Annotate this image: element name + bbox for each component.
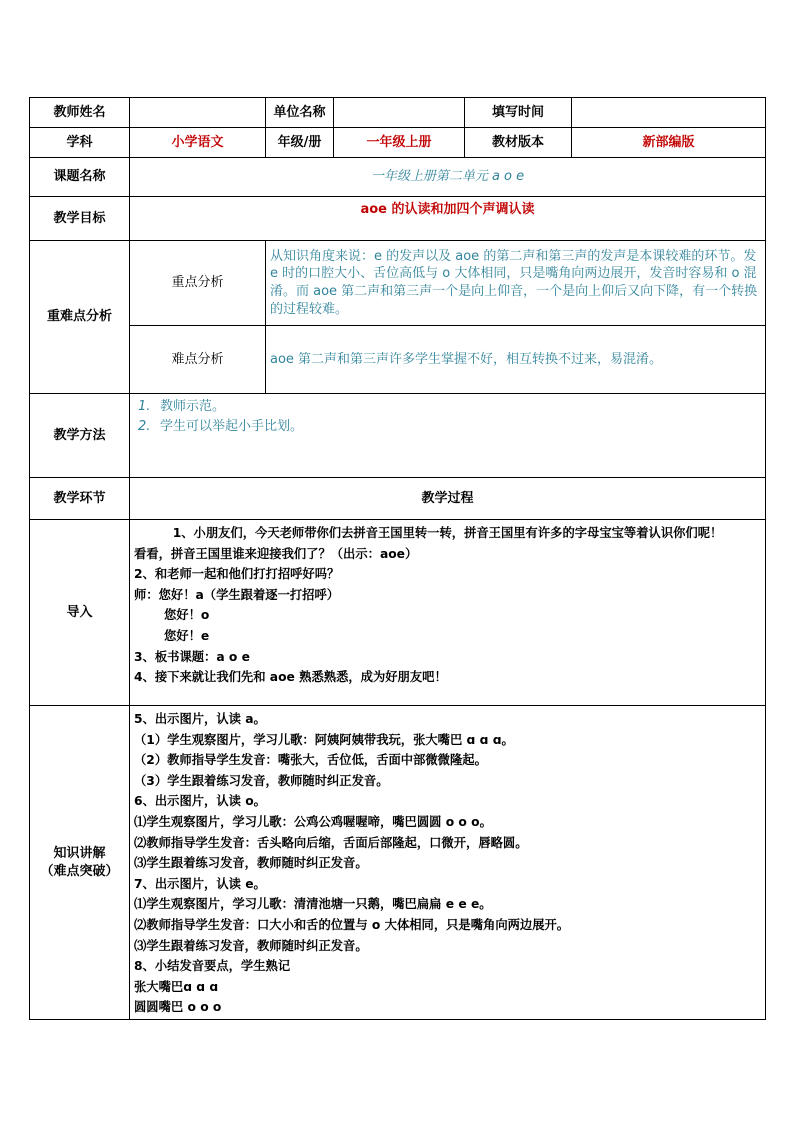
difficult-analysis-label: 难点分析 bbox=[130, 326, 266, 394]
knowledge-line: 5、出示图片，认读 a。 bbox=[134, 712, 266, 726]
knowledge-line: 8、小结发音要点，学生熟记 bbox=[134, 959, 291, 974]
teacher-name-label: 教师姓名 bbox=[30, 98, 130, 128]
knowledge-line: （2）教师指导学生发音：嘴张大，舌位低，舌面中部微微隆起。 bbox=[134, 753, 487, 768]
row-process-header bbox=[30, 478, 766, 520]
intro-line: 3、板书课题：a o e bbox=[134, 649, 250, 664]
grade-value: 一年级上册 bbox=[334, 128, 465, 158]
row-topic bbox=[30, 158, 766, 197]
row-header-1 bbox=[30, 98, 766, 128]
row-method bbox=[30, 394, 766, 478]
intro-line: 1、小朋友们，今天老师带你们去拼音王国里转一转，拼音王国里有许多的字母宝宝等着认识你们呢！ bbox=[172, 526, 723, 540]
unit-field[interactable] bbox=[334, 98, 465, 128]
method-item-number: 2. bbox=[138, 419, 151, 434]
knowledge-label-line2: （难点突破） bbox=[40, 863, 119, 879]
knowledge-line: 6、出示图片，认读 o。 bbox=[134, 794, 266, 809]
method-item-text: 学生可以举起小手比划。 bbox=[160, 419, 304, 434]
knowledge-line: ⑴学生观察图片，学习儿歌：清清池塘一只鹅，嘴巴扁扁 e e e。 bbox=[134, 897, 492, 912]
knowledge-line: 张大嘴巴ɑ ɑ ɑ bbox=[134, 979, 219, 994]
intro-line: 2、和老师一起和他们打打招呼好吗？ bbox=[134, 567, 340, 582]
goal-value: aoe 的认读和加四个声调认读 bbox=[130, 197, 766, 241]
topic-label: 课题名称 bbox=[30, 158, 130, 197]
knowledge-line: ⑶学生跟着练习发音，教师随时纠正发音。 bbox=[134, 856, 368, 871]
row-intro bbox=[30, 520, 766, 706]
knowledge-content bbox=[130, 706, 766, 1020]
row-difficult-analysis bbox=[30, 326, 766, 394]
intro-label: 导入 bbox=[30, 520, 130, 706]
goal-label: 教学目标 bbox=[30, 197, 130, 241]
knowledge-line: （1）学生观察图片，学习儿歌：阿姨阿姨带我玩，张大嘴巴 ɑ ɑ ɑ。 bbox=[134, 732, 514, 747]
process-label: 教学过程 bbox=[130, 478, 766, 520]
analysis-label: 重难点分析 bbox=[30, 241, 130, 394]
method-item bbox=[134, 417, 761, 437]
date-label: 填写时间 bbox=[465, 98, 572, 128]
row-header-2 bbox=[30, 128, 766, 158]
method-list bbox=[130, 394, 766, 478]
method-item bbox=[134, 397, 761, 417]
knowledge-label-line1: 知识讲解 bbox=[53, 845, 106, 861]
stage-label: 教学环节 bbox=[30, 478, 130, 520]
key-analysis-label: 重点分析 bbox=[130, 241, 266, 326]
knowledge-line: ⑶学生跟着练习发音，教师随时纠正发音。 bbox=[134, 938, 368, 953]
unit-label: 单位名称 bbox=[266, 98, 334, 128]
row-key-analysis bbox=[30, 241, 766, 326]
knowledge-line: 7、出示图片，认读 e。 bbox=[134, 876, 266, 891]
knowledge-label bbox=[30, 706, 130, 1020]
row-goal bbox=[30, 197, 766, 241]
knowledge-line: 圆圆嘴巴 o o o bbox=[134, 1000, 222, 1015]
teacher-name-field[interactable] bbox=[130, 98, 266, 128]
knowledge-line: （3）学生跟着练习发音，教师随时纠正发音。 bbox=[134, 773, 389, 788]
intro-content bbox=[130, 520, 766, 706]
knowledge-line: ⑵教师指导学生发音：口大小和舌的位置与 o 大体相同，只是嘴角向两边展开。 bbox=[134, 917, 570, 932]
method-item-text: 教师示范。 bbox=[160, 399, 226, 414]
grade-label: 年级/册 bbox=[266, 128, 334, 158]
edition-value: 新部编版 bbox=[572, 128, 766, 158]
key-analysis-text: 从知识角度来说：e 的发声以及 aoe 的第二声和第三声的发声是本课较难的环节。发 e 时的口腔大小、舌位高低与 o 大体相同，只是嘴角向两边展开，发音时容易和 o 混淆。而 aoe 第二声和第三声一个是向上仰音，一个是向上仰后又向下降，有一个转换的过程较难。 bbox=[266, 241, 766, 326]
intro-line: 您好！e bbox=[164, 628, 210, 643]
intro-line: 看看，拼音王国里谁来迎接我们了？（出示：aoe） bbox=[134, 546, 418, 561]
subject-value: 小学语文 bbox=[130, 128, 266, 158]
knowledge-line: ⑴学生观察图片，学习儿歌：公鸡公鸡喔喔啼，嘴巴圆圆 o o o。 bbox=[134, 814, 492, 829]
knowledge-line: ⑵教师指导学生发音：舌头略向后缩，舌面后部隆起，口微开，唇略圆。 bbox=[134, 835, 528, 850]
topic-value: 一年级上册第二单元 a o e bbox=[130, 158, 766, 197]
intro-line: 4、接下来就让我们先和 aoe 熟悉熟悉，成为好朋友吧！ bbox=[134, 670, 447, 685]
method-item-number: 1. bbox=[138, 399, 151, 414]
method-label: 教学方法 bbox=[30, 394, 130, 478]
intro-line: 师：您好！a（学生跟着逐一打招呼） bbox=[134, 587, 340, 602]
edition-label: 教材版本 bbox=[465, 128, 572, 158]
row-knowledge bbox=[30, 706, 766, 1020]
subject-label: 学科 bbox=[30, 128, 130, 158]
intro-line: 您好！o bbox=[164, 608, 210, 623]
lesson-plan-table bbox=[29, 97, 766, 1020]
date-field[interactable] bbox=[572, 98, 766, 128]
difficult-analysis-text: aoe 第二声和第三声许多学生掌握不好，相互转换不过来，易混淆。 bbox=[266, 326, 766, 394]
